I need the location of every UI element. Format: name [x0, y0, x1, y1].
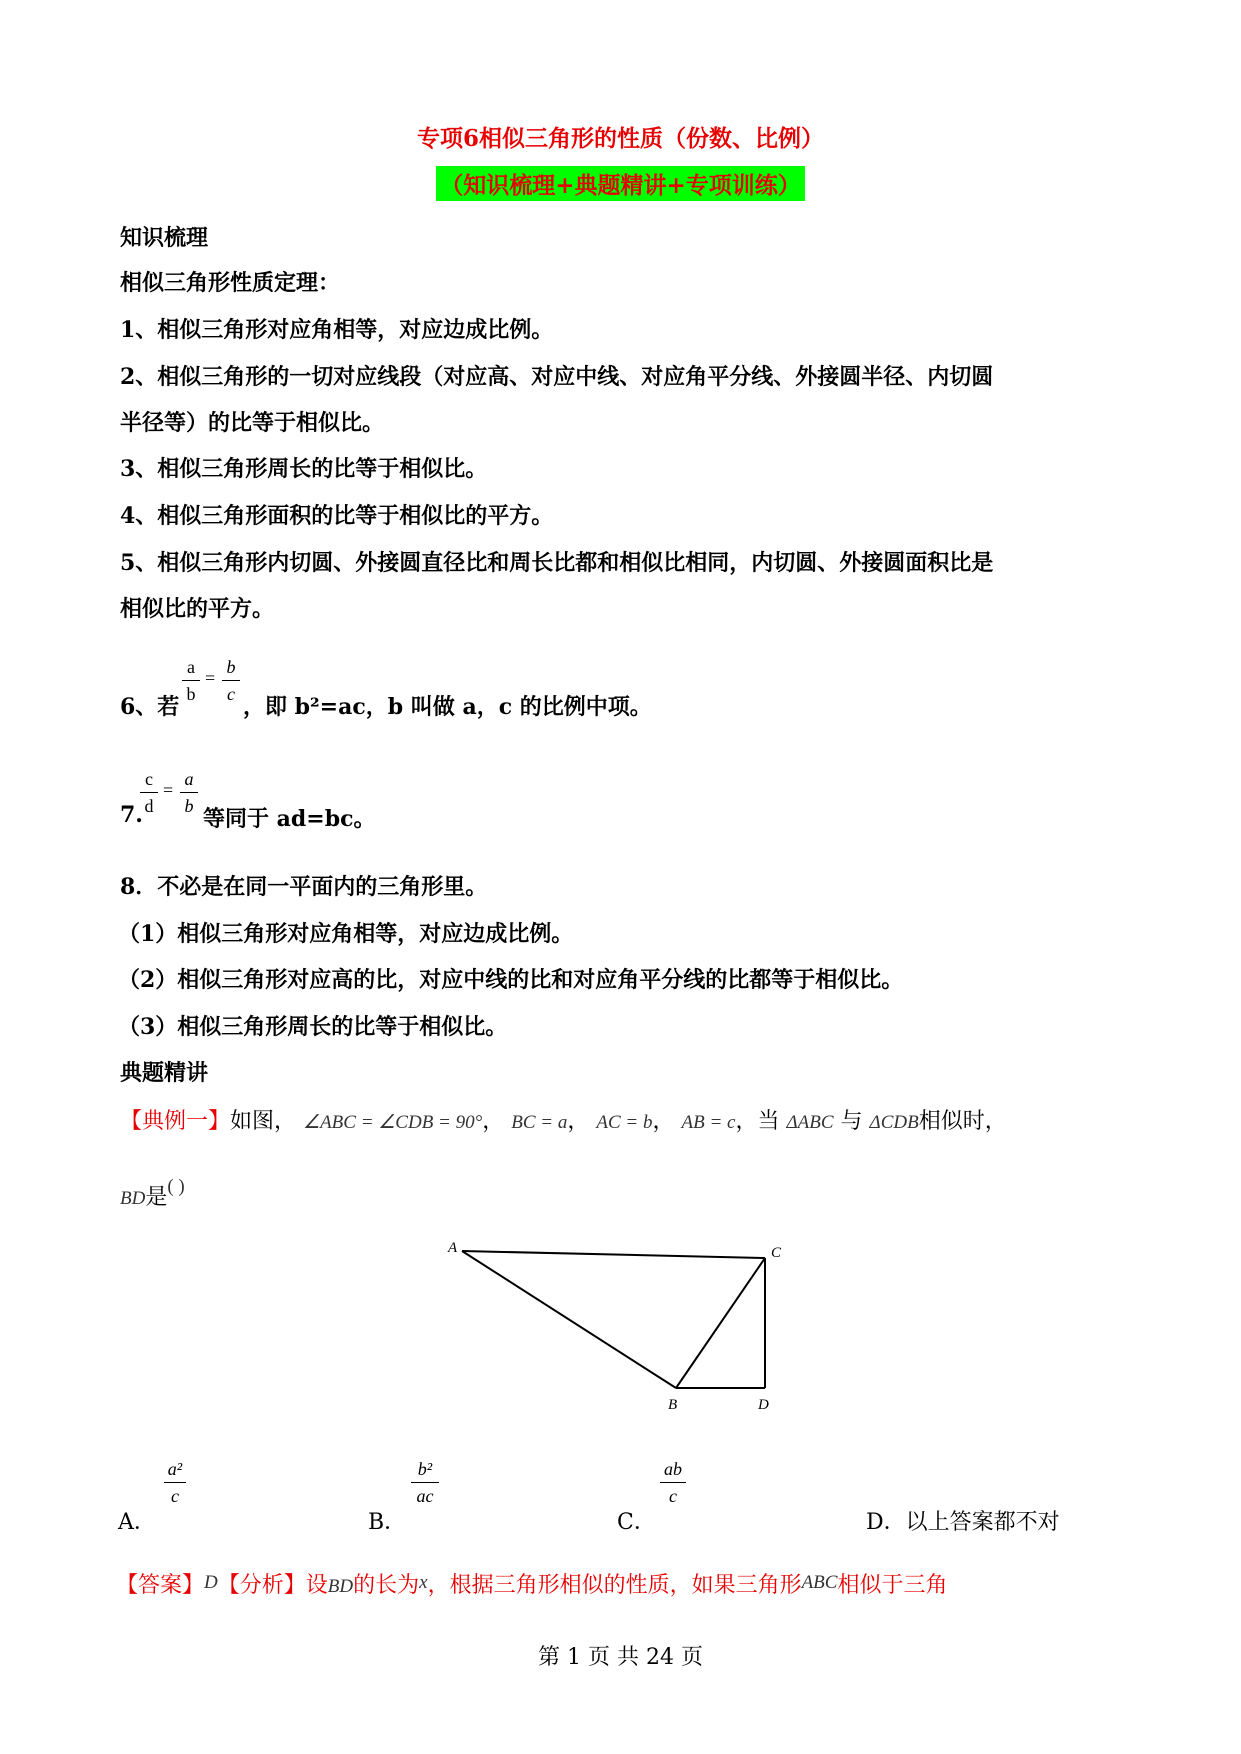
- fraction-numerator: a: [187, 657, 195, 677]
- fraction-denominator: c: [227, 684, 235, 704]
- example-text: 是: [145, 1185, 168, 1210]
- example-1-line1: [120, 1104, 1007, 1135]
- sub-point-1: （1）相似三角形对应角相等，对应边成比例。: [118, 921, 574, 947]
- fraction-c-over-d: [139, 766, 159, 819]
- fraction-denominator: ac: [416, 1486, 434, 1506]
- segment-ab: [462, 1251, 676, 1388]
- fraction-numerator: b: [226, 657, 236, 677]
- fraction-denominator: d: [144, 796, 154, 816]
- example-tag: 【典例一】: [120, 1109, 231, 1134]
- analysis-text: 的长为: [353, 1573, 420, 1598]
- point-2-line1: 2、相似三角形的一切对应线段（对应高、对应中线、对应角平分线、外接圆半径、内切圆: [120, 364, 994, 390]
- option-d-letter: D．: [866, 1510, 906, 1535]
- triangle-abc: ΔABC: [786, 1112, 834, 1133]
- theorem-heading: 相似三角形性质定理：: [120, 270, 341, 296]
- analysis-tag: 【分析】: [217, 1573, 306, 1598]
- answer-line: [116, 1568, 947, 1599]
- condition-bc: BC = a: [511, 1112, 568, 1133]
- example-text: 相似时，: [918, 1109, 1007, 1134]
- triangle-abc: ABC: [801, 1572, 838, 1593]
- equals-sign: =: [205, 668, 216, 688]
- fraction-numerator: c: [145, 769, 153, 789]
- fraction-denominator: b: [184, 796, 194, 816]
- condition-ab: AB = c: [681, 1112, 736, 1133]
- option-c-letter[interactable]: C．: [617, 1510, 656, 1535]
- point-5-line1: 5、相似三角形内切圆、外接圆直径比和周长比都和相似比相同，内切圆、外接圆面积比是: [120, 550, 994, 576]
- separator: ，: [652, 1109, 675, 1134]
- segment-bc: [676, 1258, 765, 1388]
- fraction-numerator: a: [184, 769, 194, 789]
- example-text: ，当: [735, 1109, 780, 1134]
- triangle-figure: [440, 1230, 800, 1420]
- option-d[interactable]: [866, 1505, 1060, 1536]
- label-c: C: [771, 1245, 782, 1261]
- fraction-denominator: b: [186, 684, 196, 704]
- condition-ac: AC = b: [596, 1112, 653, 1133]
- label-b: B: [668, 1397, 678, 1413]
- example-1-line2: [120, 1176, 185, 1211]
- point-3: 3、相似三角形周长的比等于相似比。: [120, 456, 488, 482]
- fraction-denominator: c: [669, 1486, 677, 1506]
- fraction-b-over-c: [221, 654, 241, 707]
- page-footer: 第 1 页 共 24 页: [538, 1645, 703, 1670]
- analysis-text: 相似于三角: [837, 1573, 948, 1598]
- example-text: 与: [840, 1109, 863, 1134]
- answer-blank: ( ): [167, 1176, 185, 1197]
- option-c-fraction[interactable]: [659, 1456, 687, 1509]
- fraction-numerator: b²: [417, 1459, 433, 1479]
- label-d: D: [758, 1397, 769, 1413]
- equals-sign: =: [163, 780, 174, 800]
- fraction-denominator: c: [171, 1486, 179, 1506]
- point-4: 4、相似三角形面积的比等于相似比的平方。: [120, 503, 554, 529]
- section-heading-examples: 典题精讲: [120, 1060, 209, 1086]
- answer-tag: 【答案】: [116, 1573, 205, 1598]
- answer-value: D: [204, 1572, 218, 1593]
- point-7-suffix: 等同于 ad=bc。: [203, 806, 376, 832]
- separator: ，: [567, 1109, 590, 1134]
- example-text: 如图，: [230, 1109, 297, 1134]
- sub-point-3: （3）相似三角形周长的比等于相似比。: [118, 1014, 508, 1040]
- option-b-fraction[interactable]: [410, 1456, 440, 1509]
- point-1: 1、相似三角形对应角相等，对应边成比例。: [120, 317, 554, 343]
- triangle-cdb: ΔCDB: [869, 1112, 919, 1133]
- section-heading-knowledge: 知识梳理: [120, 225, 209, 251]
- analysis-text: ，根据三角形相似的性质，如果三角形: [427, 1573, 802, 1598]
- point-6-prefix: 6、若: [120, 694, 180, 720]
- option-b-letter[interactable]: B．: [368, 1510, 407, 1535]
- option-d-text: 以上答案都不对: [905, 1510, 1060, 1535]
- segment-bd: BD: [327, 1576, 354, 1597]
- point-2-line2: 半径等）的比等于相似比。: [120, 410, 385, 436]
- option-a-letter[interactable]: A．: [118, 1510, 156, 1535]
- subtitle-container: [0, 166, 1241, 201]
- point-8: 8．不必是在同一平面内的三角形里。: [120, 874, 488, 900]
- fraction-numerator: a²: [167, 1459, 183, 1479]
- fraction-a-over-b-2: [179, 766, 199, 819]
- option-a-fraction[interactable]: [163, 1456, 187, 1509]
- page-title: 专项6相似三角形的性质（份数、比例）: [416, 125, 824, 152]
- point-6-suffix: ，即 b²=ac，b 叫做 a，c 的比例中项。: [243, 694, 652, 720]
- page-subtitle: （知识梳理+典题精讲+专项训练）: [436, 166, 805, 201]
- separator: ，: [482, 1109, 505, 1134]
- sub-point-2: （2）相似三角形对应高的比，对应中线的比和对应角平分线的比都等于相似比。: [118, 967, 904, 993]
- analysis-text: 设: [305, 1573, 328, 1598]
- condition-angle: ∠ABC = ∠CDB = 90°: [303, 1112, 483, 1133]
- point-7-prefix: 7.: [120, 802, 143, 828]
- point-5-line2: 相似比的平方。: [120, 596, 275, 622]
- label-a: A: [448, 1240, 458, 1256]
- fraction-a-over-b: [181, 654, 201, 707]
- variable-x: x: [419, 1572, 428, 1593]
- segment-bd: BD: [120, 1188, 146, 1209]
- segment-ac: [462, 1251, 765, 1258]
- fraction-numerator: ab: [664, 1459, 682, 1479]
